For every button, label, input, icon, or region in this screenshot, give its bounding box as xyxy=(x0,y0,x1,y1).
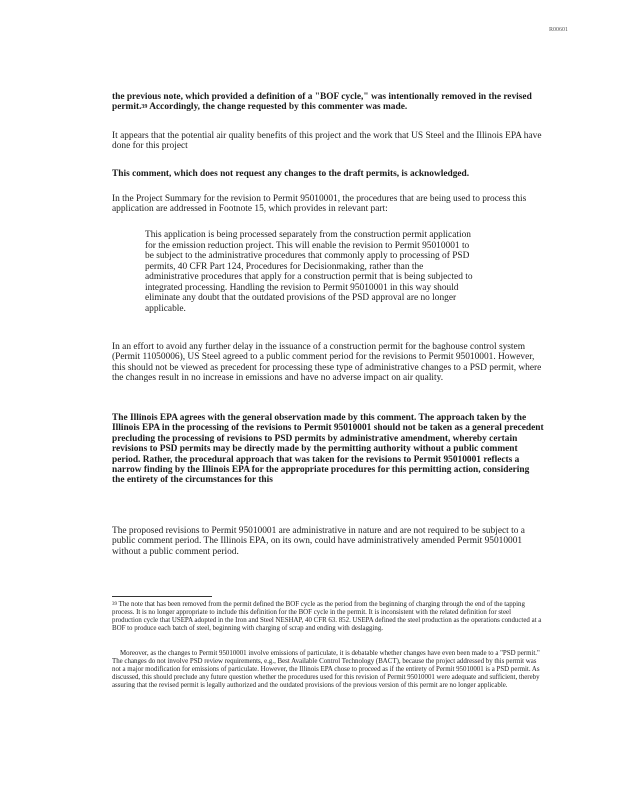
paragraph-comment-2: It appears that the potential air quality benefits of this project and the work that US Steel and the Illinois EPA have done for this project xyxy=(112,131,542,152)
footnote-continuation: Moreover, as the changes to Permit 95010001 involve emissions of particulate, it is debatable whether changes have even been made to a "PSD permit." The changes do not involve PSD review requirements, e.g., Best Available Control Technology (BACT), because the project addressed by this permit was not a major modification for emissions of particulate. However, the Illinois EPA chose to proceed as if the entirety of Permit 95010001 is a PSD permit. As discussed, this should preclude any future question whether the procedures used for this revision of Permit 95010001 were adequate and sufficient, thereby assuring that the revised permit is legally authorized and the outdated provisions of the previous version of this permit are no longer applicable. xyxy=(112,650,540,690)
footnote-39 xyxy=(112,601,542,633)
paragraph-comment-4: In an effort to avoid any further delay in the issuance of a construction permit for the baghouse control system (Permit 11050006), US Steel agreed to a public comment period for the revisions to Permit 95010001. However, this should not be viewed as precedent for processing these type of administrative changes to a PSD permit, where the changes result in no increase in emissions and have no adverse impact on air quality. xyxy=(112,342,542,384)
paragraph-response-2: This comment, which does not request any changes to the draft permits, is acknowledged. xyxy=(112,169,470,179)
block-quote: This application is being processed separately from the construction permit application for the emission reduction project. This will enable the revision to Permit 95010001 to be subject to the administrative procedures that commonly apply to processing of PSD permits, 40 CFR Part 124, Procedures for Decisionmaking, rather than the administrative procedures that apply for a construction permit that is being subjected to integrated processing. Handling the revision to Permit 95010001 in this way should eliminate any doubt that the outdated provisions of the PSD approval are no longer applicable. xyxy=(145,230,473,314)
paragraph-comment-5: The proposed revisions to Permit 95010001 are administrative in nature and are not required to be subject to a public comment period. The Illinois EPA, on its own, could have administratively amended Permit 95010001 without a public comment period. xyxy=(112,526,525,557)
footnote-39-number: 39 xyxy=(112,602,117,607)
page-number: R00601 xyxy=(548,27,568,33)
footnote-39-text: The note that has been removed from the permit defined the BOF cycle as the period from the beginning of charging through the end of the tapping process. It is no longer appropriate to include this definition for the BOF cycle in the permit. It is inconsistent with the related definition for steel production cycle that USEPA adopted in the Iron and Steel NESHAP, 40 CFR 63. 852. USEPA defined the steel production as the operations conducted at a BOF to produce each batch of steel, beginning with charging of scrap and ending with deslagging. xyxy=(112,601,542,633)
footnote-ref-39: 39 xyxy=(141,104,148,111)
paragraph-comment-3: In the Project Summary for the revision to Permit 95010001, the procedures that are being used to process this application are addressed in Footnote 15, which provides in relevant part: xyxy=(112,194,527,215)
response-1-text: the previous note, which provided a definition of a "BOF cycle," was intentionally removed in the revised permit. xyxy=(112,92,532,113)
response-1-tail: Accordingly, the change requested by this commenter was made. xyxy=(147,102,408,113)
paragraph-response-3: The Illinois EPA agrees with the general observation made by this comment. The approach taken by the Illinois EPA in the processing of the revisions to Permit 95010001 should not be taken as a general precedent precluding the processing of revisions to PSD permits by administrative amendment, whereby certain revisions to PSD permits may be directly made by the permitting authority without a public comment period. Rather, the procedural approach that was taken for the revisions to Permit 95010001 reflects a narrow finding by the Illinois EPA for the appropriate procedures for this permitting action, considering the entirety of the circumstances for this xyxy=(112,413,544,486)
paragraph-response-1 xyxy=(112,92,544,113)
footnote-divider xyxy=(112,596,212,597)
